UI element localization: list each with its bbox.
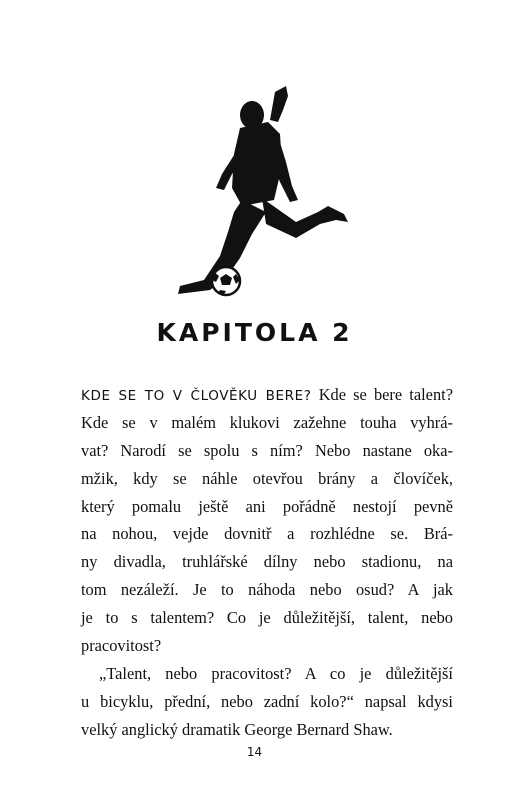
text-line-6: na nohou, vejde dovnitř a rozhlédne se. Brá-: [81, 524, 453, 544]
soccer-player-silhouette-icon: [170, 82, 360, 302]
text-line-1-rest: Kde se bere talent?: [311, 385, 453, 404]
lead-in-caps: KDE SE TO V ČLOVĚKU BERE?: [81, 388, 312, 404]
chapter-title: KAPITOLA 2: [156, 318, 353, 347]
text-line-9: je to s talentem? Co je důležitější, talent, nebo: [81, 608, 453, 628]
text-line-2: Kde se v malém klukovi zažehne touha vyhrá-: [81, 412, 453, 432]
text-line-8: tom nezáleží. Je to náhoda nebo osud? A jak: [81, 580, 453, 600]
chapter-text: [81, 381, 453, 744]
text-line-13: velký anglický dramatik George Bernard Shaw.: [81, 719, 393, 739]
text-line-12: u bicyklu, přední, nebo zadní kolo?“ napsal kdysi: [81, 691, 453, 711]
text-line-1: [81, 381, 453, 409]
text-line-7: ny divadla, truhlářské dílny nebo stadionu, na: [81, 552, 453, 572]
text-line-11: „Talent, nebo pracovitost? A co je důležitější: [99, 663, 453, 683]
page-number: 14: [246, 745, 263, 759]
text-line-4: mžik, kdy se náhle otevřou brány a človíček,: [81, 468, 453, 488]
soccer-ball-icon: [212, 267, 240, 295]
text-line-3: vat? Narodí se spolu s ním? Nebo nastane oka-: [81, 440, 453, 460]
text-line-10: pracovitost?: [81, 636, 162, 656]
text-line-5: který pomalu ještě ani pořádně nestojí pevně: [81, 496, 453, 516]
